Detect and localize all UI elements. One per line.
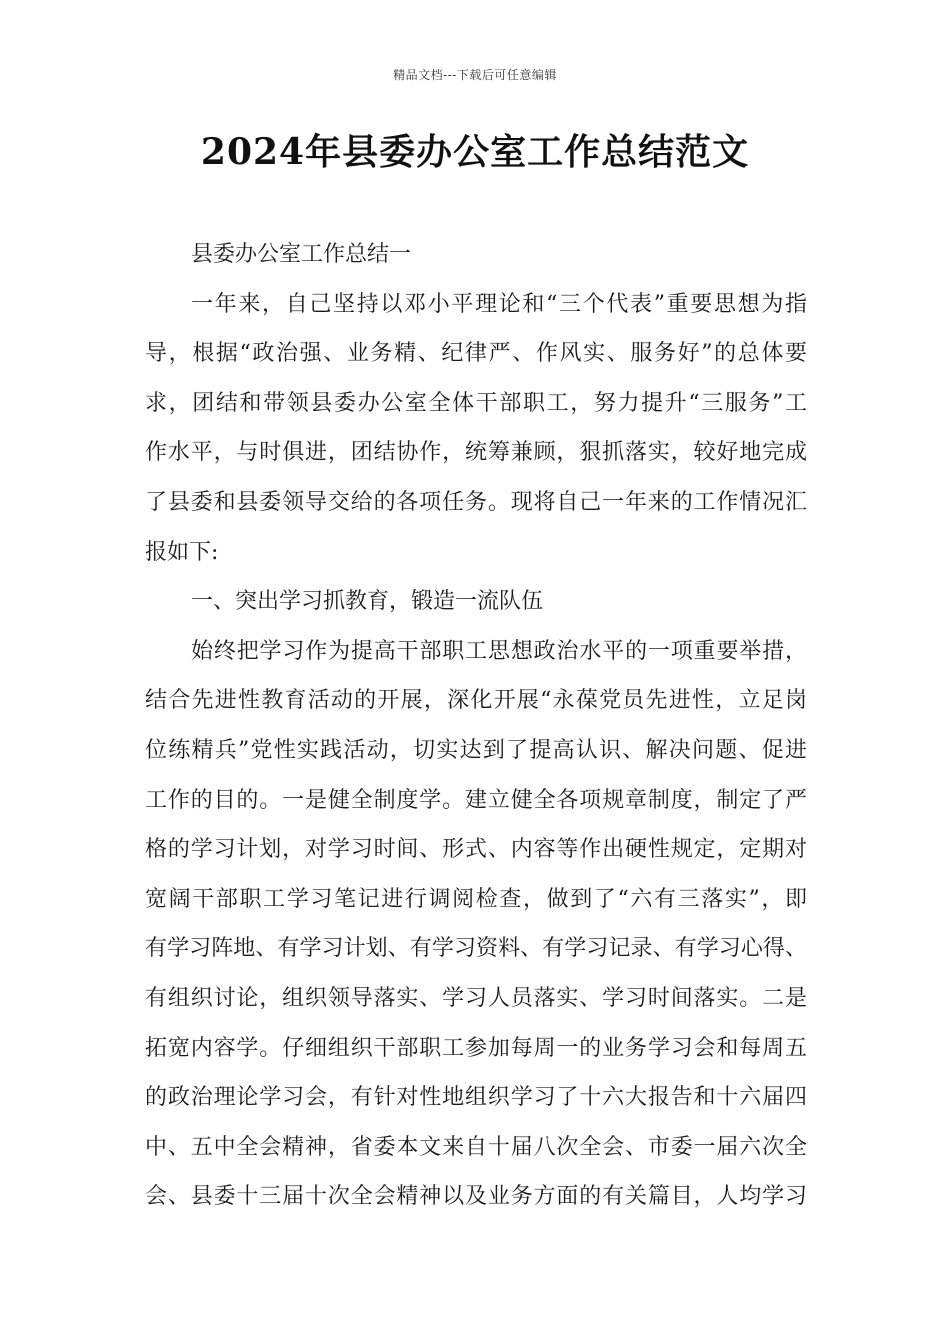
paragraph-line: 求，团结和带领县委办公室全体干部职工，努力提升“三服务”工 bbox=[145, 390, 807, 416]
document-body bbox=[145, 230, 807, 1222]
header-note: 精品文档---下载后可任意编辑 bbox=[393, 68, 557, 82]
paragraph-line: 的政治理论学习会，有针对性地组织学习了十六大报告和十六届四 bbox=[145, 1085, 807, 1111]
paragraph-line: 拓宽内容学。仔细组织干部职工参加每周一的业务学习会和每周五 bbox=[145, 1035, 807, 1061]
paragraph-line: 宽阔干部职工学习笔记进行调阅检查，做到了“六有三落实”，即 bbox=[145, 886, 807, 912]
paragraph-line: 位练精兵”党性实践活动，切实达到了提高认识、解决问题、促进 bbox=[145, 737, 807, 763]
paragraph-line: 了县委和县委领导交给的各项任务。现将自己一年来的工作情况汇 bbox=[145, 489, 807, 515]
paragraph-line: 格的学习计划，对学习时间、形式、内容等作出硬性规定，定期对 bbox=[145, 837, 807, 863]
paragraph-line: 县委办公室工作总结一 bbox=[191, 242, 412, 267]
paragraph-line: 作水平，与时俱进，团结协作，统筹兼顾，狠抓落实，较好地完成 bbox=[145, 440, 807, 466]
paragraph-line: 结合先进性教育活动的开展，深化开展“永葆党员先进性，立足岗 bbox=[145, 688, 807, 714]
paragraph-line: 有组织讨论，组织领导落实、学习人员落实、学习时间落实。二是 bbox=[145, 985, 807, 1011]
paragraph-line: 始终把学习作为提高干部职工思想政治水平的一项重要举措， bbox=[191, 638, 807, 664]
paragraph-line: 中、五中全会精神，省委本文来自十届八次全会、市委一届六次全 bbox=[145, 1134, 807, 1160]
paragraph-line: 会、县委十三届十次全会精神以及业务方面的有关篇目，人均学习 bbox=[145, 1184, 807, 1210]
paragraph-line: 一、突出学习抓教育，锻造一流队伍 bbox=[191, 589, 544, 615]
document-title: 2024年县委办公室工作总结范文 bbox=[200, 131, 750, 173]
paragraph-line: 一年来，自己坚持以邓小平理论和“三个代表”重要思想为指 bbox=[191, 291, 807, 317]
paragraph-line: 有学习阵地、有学习计划、有学习资料、有学习记录、有学习心得、 bbox=[145, 936, 807, 962]
paragraph-line: 工作的目的。一是健全制度学。建立健全各项规章制度，制定了严 bbox=[145, 787, 807, 813]
paragraph-line: 报如下: bbox=[145, 539, 219, 565]
paragraph-line: 导，根据“政治强、业务精、纪律严、作风实、服务好”的总体要 bbox=[145, 341, 807, 367]
